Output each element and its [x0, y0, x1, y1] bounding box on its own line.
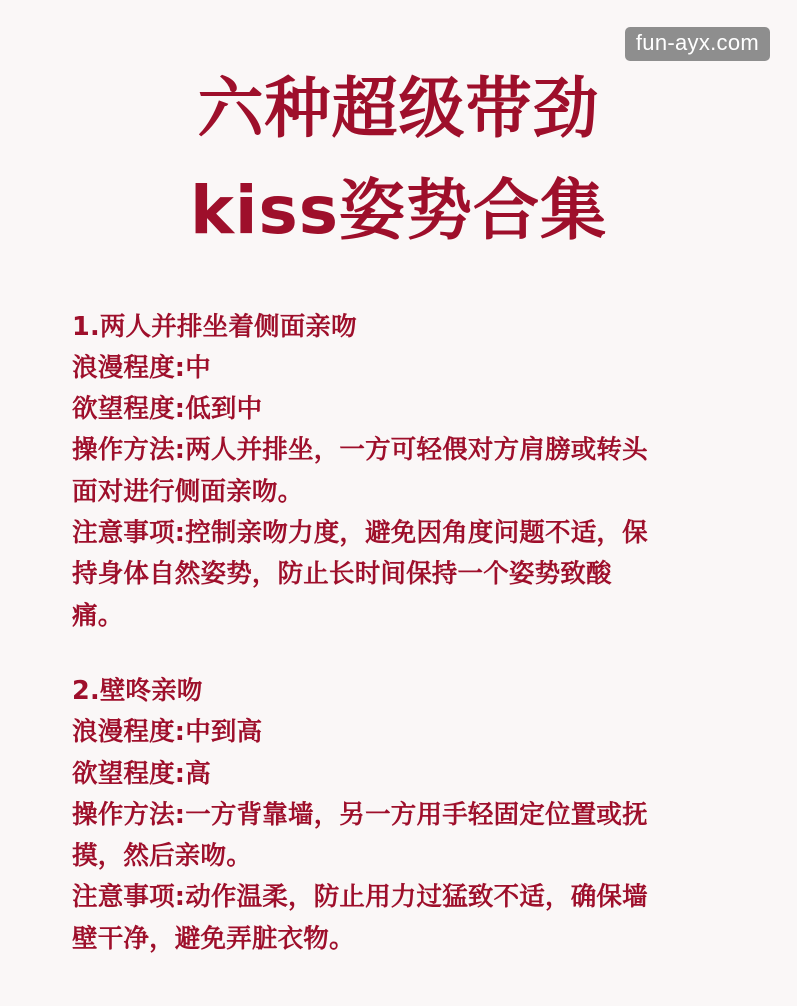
section-1-line-3: 操作方法:两人并排坐，一方可轻偎对方肩膀或转头: [72, 435, 648, 466]
section-2-heading: 2.壁咚亲吻: [72, 675, 203, 706]
document-body: [0, 307, 797, 960]
section-1-heading: 1.两人并排坐着侧面亲吻: [72, 311, 357, 342]
section-2-line-2: 欲望程度:高: [72, 758, 211, 789]
section-2-line-1: 浪漫程度:中到高: [72, 717, 263, 748]
section-2-line-3: 操作方法:一方背靠墙，另一方用手轻固定位置或抚: [72, 799, 648, 830]
watermark-badge: fun-ayx.com: [625, 27, 770, 61]
section-1-line-1: 浪漫程度:中: [72, 352, 211, 383]
section-1-line-6: 持身体自然姿势，防止长时间保持一个姿势致酸: [72, 559, 612, 590]
section-1-line-2: 欲望程度:低到中: [72, 394, 263, 425]
section-2-line-6: 壁干净，避免弄脏衣物。: [72, 923, 355, 954]
title-line-1: 六种超级带劲: [197, 70, 600, 147]
section-1-line-7: 痛。: [72, 600, 124, 631]
title-line-2: kiss姿势合集: [189, 172, 608, 250]
section-1-line-4: 面对进行侧面亲吻。: [72, 476, 304, 507]
section-1-line-5: 注意事项:控制亲吻力度，避免因角度问题不适，保: [72, 518, 648, 549]
section-1: [72, 307, 729, 637]
section-2: [72, 671, 729, 960]
section-2-line-4: 摸，然后亲吻。: [72, 841, 252, 872]
section-2-line-5: 注意事项:动作温柔，防止用力过猛致不适，确保墙: [72, 882, 648, 913]
